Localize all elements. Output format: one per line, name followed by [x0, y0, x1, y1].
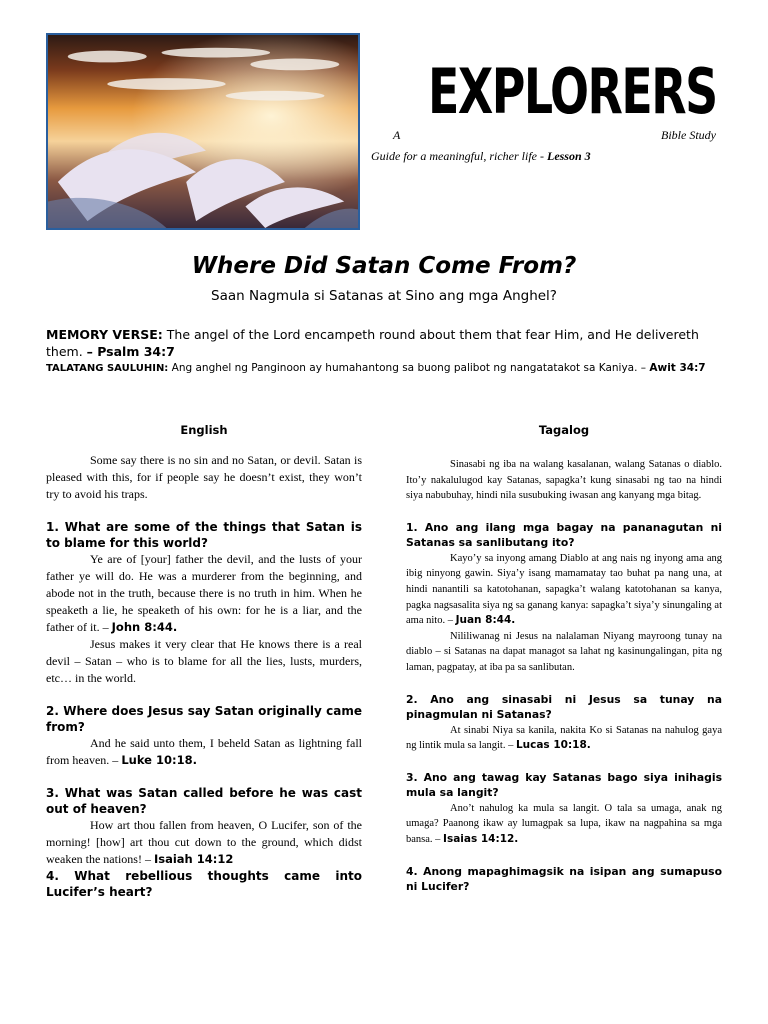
- tagline-guide: [371, 149, 591, 164]
- tagalog-answer-1b: Nililiwanag ni Jesus na nalalaman Niyang mayroong tunay na diablo – si Satanas na dapat managot sa lahat ng kasinungalingan, pita ng laman, pagpatay, at iba pa sa sanlibutan.: [406, 630, 722, 673]
- column-heading-english: English: [180, 423, 228, 437]
- column-heading-tagalog: Tagalog: [538, 423, 590, 437]
- english-answer-2-ref: Luke 10:18.: [121, 753, 197, 767]
- english-answer-1a-text: Ye are of [your] father the devil, and the lusts of your father ye will do. He was a murderer from the beginning, and abode not in the truth, because there is no truth in him. When he speaketh a lie, he speaketh of his own: for he is a liar, and the father of it. –: [46, 552, 362, 634]
- tagline-a: A: [393, 128, 401, 142]
- page-subtitle: Saan Nagmula si Satanas at Sino ang mga Anghel?: [211, 288, 557, 304]
- tagalog-question-1: 1. Ano ang ilang mga bagay na pananagutan ni Satanas sa sanlibutang ito?: [406, 520, 722, 550]
- tagalog-question-3: 3. Ano ang tawag kay Satanas bago siya inihagis mula sa langit?: [406, 770, 722, 800]
- tagalog-column: [406, 457, 722, 895]
- memory-verse-label: MEMORY VERSE:: [46, 327, 163, 342]
- tagalog-answer-3-text: Ano’t nahulog ka mula sa langit. O tala sa umaga, anak ng umaga? Paanong ikaw ay lumagpak sa lupa, ikaw na nagpahina sa mga bansa. –: [406, 802, 722, 845]
- tagalog-answer-1a-text: Kayo’y sa inyong amang Diablo at ang nais ng inyong ama ang ibig ninyong gawin. Siya’y isang mamamatay tao buhat pa nang una, at hindi nanantili sa katotohanan, sapagka’t walang katotohanan sa kanya, pagka nagsasalita siya ng sa ganang kanya: sapagka’t siya’y sinungaling at ama nito. –: [406, 552, 722, 627]
- english-answer-1a-ref: John 8:44.: [111, 620, 178, 634]
- tagalog-question-2: 2. Ano ang sinasabi ni Jesus sa tunay na pinagmulan ni Satanas?: [406, 692, 722, 722]
- english-question-4: 4. What rebellious thoughts came into Lucifer’s heart?: [46, 869, 362, 899]
- header-image: [46, 33, 360, 230]
- tagalog-answer-3-ref: Isaias 14:12.: [443, 832, 519, 845]
- tagline-guide-text: Guide for a meaningful, richer life -: [371, 149, 547, 163]
- talatang-ref: Awit 34:7: [649, 362, 706, 374]
- tagalog-answer-2-text: At sinabi Niya sa kanila, nakita Ko si Satanas na nahulog gaya ng lintik mula sa langit. –: [406, 724, 722, 752]
- english-answer-2: [46, 735, 362, 769]
- english-intro: Some say there is no sin and no Satan, or devil. Satan is pleased with this, for if people say he doesn’t exist, they won’t try to avoid his traps.: [46, 453, 362, 501]
- english-answer-1b: Jesus makes it very clear that He knows there is a real devil – Satan – who is to blame for all the lies, lusts, murders, etc… in the world.: [46, 637, 362, 685]
- english-answer-3: [46, 817, 362, 868]
- english-question-2: 2. Where does Jesus say Satan originally came from?: [46, 704, 362, 734]
- tagalog-answer-2: [406, 723, 722, 754]
- memory-verse-text: The angel of the Lord encampeth round about them that fear Him, and He delivereth them.: [46, 327, 699, 359]
- english-question-1: 1. What are some of the things that Satan is to blame for this world?: [46, 520, 362, 550]
- tagalog-question-4: 4. Anong mapaghimagsik na isipan ang sumapuso ni Lucifer?: [406, 864, 722, 893]
- english-answer-3-ref: Isaiah 14:12: [153, 852, 234, 866]
- talatang-label: TALATANG SAULUHIN:: [46, 363, 169, 374]
- memory-verse-ref: – Psalm 34:7: [86, 344, 175, 359]
- memory-verse: [46, 326, 722, 360]
- tagalog-answer-3: [406, 801, 722, 848]
- english-answer-2-text: And he said unto them, I beheld Satan as lightning fall from heaven. –: [46, 736, 362, 767]
- tagalog-answer-1a-ref: Juan 8:44.: [455, 614, 516, 627]
- tagalog-answer-2-ref: Lucas 10:18.: [515, 739, 591, 752]
- tagalog-answer-1a: [406, 551, 722, 629]
- english-column: [46, 452, 362, 900]
- tagalog-intro: Sinasabi ng iba na walang kasalanan, walang Satanas o diablo. Ito’y nakalulugod kay Satanas, sapagka’t kung sinasabi ng tao na hindi siya nabubuhay, hindi nila susubuking iwasan ang kanyang mga bitag.: [406, 459, 722, 502]
- english-question-3: 3. What was Satan called before he was cast out of heaven?: [46, 786, 362, 816]
- english-answer-1a: [46, 551, 362, 636]
- english-answer-3-text: How art thou fallen from heaven, O Lucifer, son of the morning! [how] art thou cut down to the ground, which didst weaken the nations! –: [46, 818, 362, 866]
- brand-title: EXPLORERS: [428, 55, 717, 128]
- talatang-text: Ang anghel ng Panginoon ay humahantong sa buong palibot ng nangatatakot sa Kaniya. –: [168, 362, 650, 374]
- lesson-number: Lesson 3: [546, 149, 591, 163]
- tagline-bible-study: Bible Study: [661, 128, 716, 142]
- talatang-sauluhin: [46, 361, 722, 376]
- page-title: Where Did Satan Come From?: [191, 253, 577, 279]
